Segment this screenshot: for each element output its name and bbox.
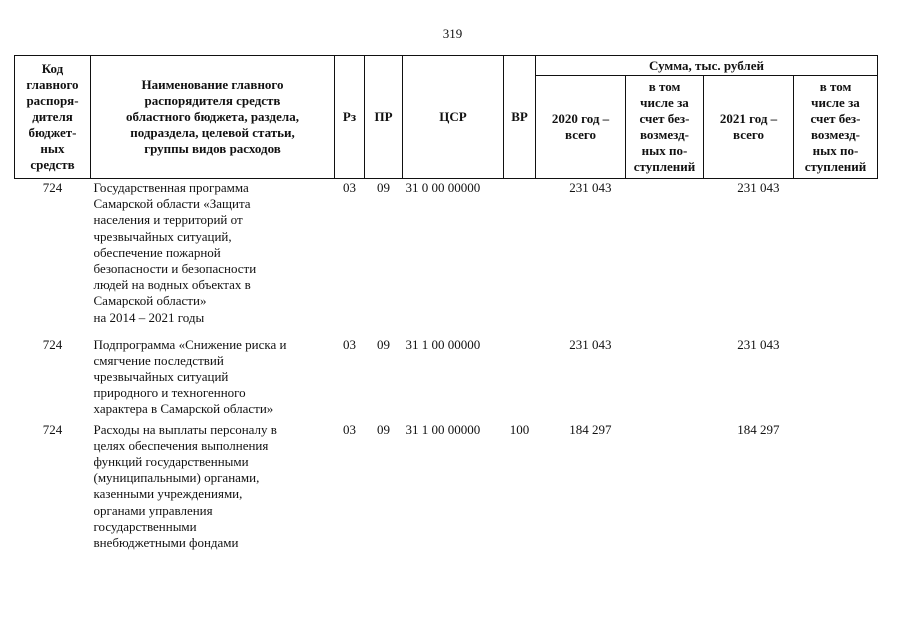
table-row — [15, 336, 878, 421]
table-body — [15, 179, 878, 561]
cell-2021-free — [794, 421, 878, 561]
cell-code: 724 — [42, 336, 63, 352]
header-pr: ПР — [365, 56, 403, 179]
header-2020-total: 2020 год – всего — [536, 76, 626, 179]
header-rz: Рз — [335, 56, 365, 179]
cell-csr: 31 1 00 00000 — [405, 421, 481, 437]
cell-2021-total: 231 043 — [737, 336, 780, 352]
cell-code: 724 — [42, 421, 63, 437]
cell-name: Подпрограмма «Снижение риска и смягчение последствий чрезвычайных ситуаций природного и техногенного характера в Самарской области» — [93, 336, 287, 417]
cell-pr: 09 — [377, 421, 390, 437]
cell-rz: 03 — [343, 421, 356, 437]
header-2020-free: в том числе за счет без- возмезд- ных по- ступлений — [626, 76, 704, 179]
cell-rz: 03 — [343, 180, 356, 195]
header-csr: ЦСР — [403, 56, 504, 179]
cell-2020-free — [626, 336, 704, 421]
header-2021-free: в том числе за счет без- возмезд- ных по- ступлений — [794, 76, 878, 179]
cell-csr: 31 0 00 00000 — [405, 180, 481, 195]
cell-2020-total: 231 043 — [569, 180, 612, 195]
table-row — [15, 179, 878, 336]
cell-2021-free — [794, 336, 878, 421]
table-header — [15, 56, 878, 179]
cell-2020-total: 231 043 — [569, 336, 612, 352]
cell-name: Государственная программа Самарской области «Защита населения и территорий от чрезвычайных ситуаций, обеспечение пожарной безопасности и безопасности людей на водных объектах в Самарской области» на 2014 – 2021 годы — [93, 180, 257, 325]
cell-vr — [504, 179, 536, 336]
cell-2020-free — [626, 421, 704, 561]
cell-vr — [504, 336, 536, 421]
header-vr: ВР — [504, 56, 536, 179]
header-sum-group: Сумма, тыс. рублей — [536, 56, 878, 76]
cell-csr: 31 1 00 00000 — [405, 336, 481, 352]
header-name: Наименование главного распорядителя средств областного бюджета, раздела, подраздела, целевой статьи, группы видов расходов — [91, 56, 335, 179]
cell-2020-free — [626, 179, 704, 336]
cell-vr: 100 — [509, 421, 530, 437]
cell-name: Расходы на выплаты персоналу в целях обеспечения выполнения функций государственными (муниципальными) органами, казенными учреждениями, органами управления государственными внебюджетными фондами — [93, 421, 277, 550]
header-2021-total: 2021 год – всего — [704, 76, 794, 179]
page-number: 319 — [442, 26, 463, 41]
cell-pr: 09 — [377, 180, 390, 195]
table-row — [15, 421, 878, 561]
cell-pr: 09 — [377, 336, 390, 352]
cell-2021-free — [794, 179, 878, 336]
budget-table — [14, 55, 878, 561]
cell-code: 724 — [42, 180, 63, 195]
cell-2020-total: 184 297 — [569, 421, 612, 437]
header-code: Код главного распоря- дителя бюджет- ных средств — [15, 56, 91, 179]
cell-2021-total: 184 297 — [737, 421, 780, 437]
cell-rz: 03 — [343, 336, 356, 352]
cell-2021-total: 231 043 — [737, 180, 780, 195]
